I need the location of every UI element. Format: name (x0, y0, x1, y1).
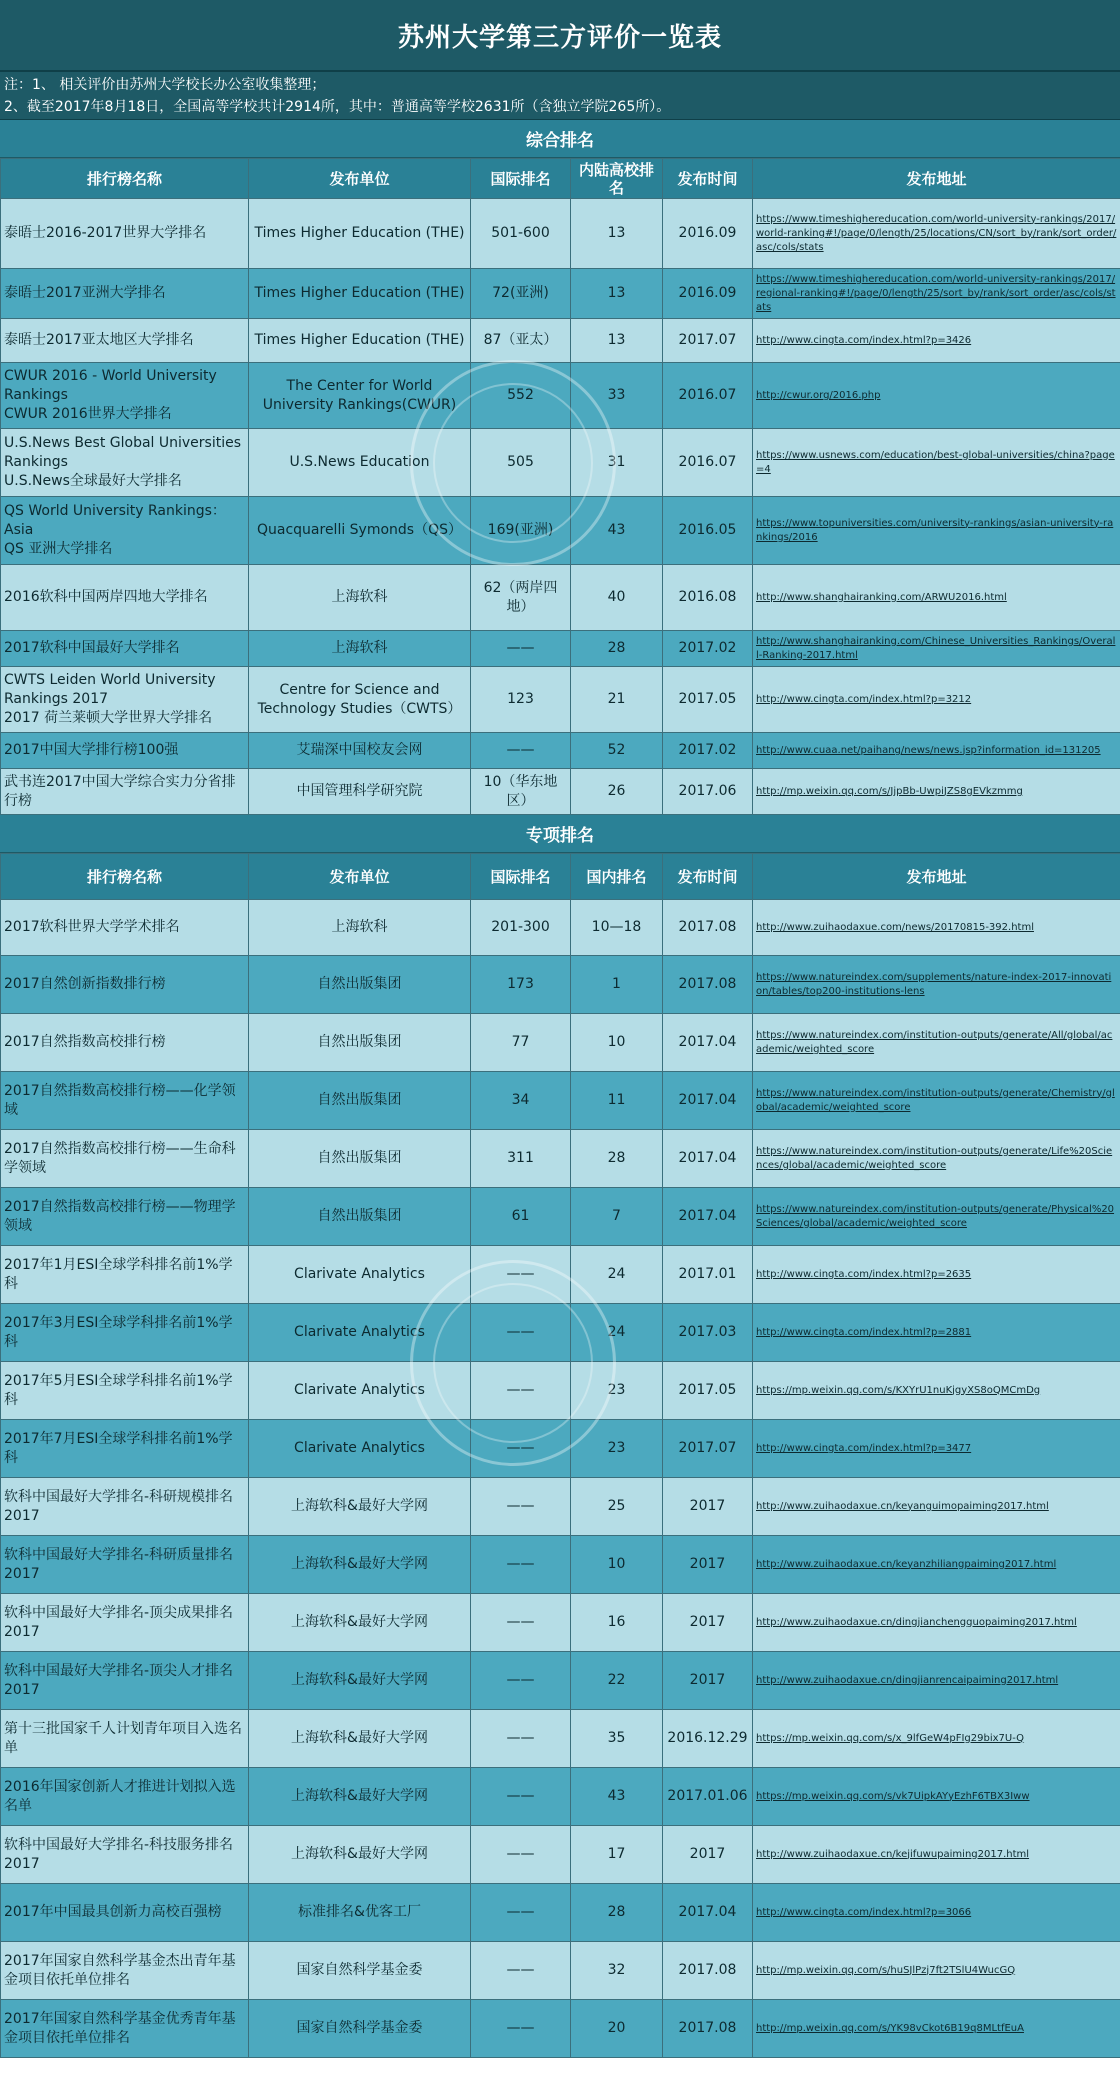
table-header-row (1, 854, 1120, 900)
ranking-name-cell: CWTS Leiden World University Rankings 2017 2017 荷兰莱顿大学世界大学排名 (1, 667, 249, 733)
date-cell: 2016.07 (663, 363, 753, 429)
date-cell: 2017 (663, 1652, 753, 1710)
intl-rank-cell: —— (471, 1768, 571, 1826)
domestic-rank-cell: 33 (571, 363, 663, 429)
date-cell: 2017.03 (663, 1304, 753, 1362)
publisher-cell: Clarivate Analytics (249, 1304, 471, 1362)
table-row (1, 1710, 1120, 1768)
publisher-cell: Times Higher Education (THE) (249, 319, 471, 363)
table-row (1, 1246, 1120, 1304)
intl-rank-cell: 501-600 (471, 199, 571, 269)
intl-rank-cell: 62（两岸四地） (471, 565, 571, 631)
table-row (1, 1362, 1120, 1420)
header-url: 发布地址 (753, 854, 1120, 900)
note-line-1: 注：1、 相关评价由苏州大学校长办公室收集整理； (4, 77, 326, 93)
ranking-name-cell: CWUR 2016 - World University Rankings CWUR 2016世界大学排名 (1, 363, 249, 429)
domestic-rank-cell: 26 (571, 769, 663, 815)
table-row (1, 769, 1120, 815)
table-row (1, 429, 1120, 497)
notes (0, 72, 1120, 120)
table-row (1, 1594, 1120, 1652)
intl-rank-cell: —— (471, 1884, 571, 1942)
domestic-rank-cell: 21 (571, 667, 663, 733)
url-link[interactable]: http://www.zuihaodaxue.cn/kejifuwupaiming2017.html (753, 1826, 1120, 1884)
section-title-overall: 综合排名 (0, 120, 1120, 158)
domestic-rank-cell: 52 (571, 733, 663, 769)
table-row (1, 363, 1120, 429)
domestic-rank-cell: 24 (571, 1304, 663, 1362)
table-row (1, 2000, 1120, 2058)
intl-rank-cell: 72(亚洲) (471, 269, 571, 319)
special-ranking-table (0, 853, 1120, 2058)
intl-rank-cell: 505 (471, 429, 571, 497)
publisher-cell: 自然出版集团 (249, 1014, 471, 1072)
url-link[interactable]: http://www.cingta.com/index.html?p=3066 (753, 1884, 1120, 1942)
url-link[interactable]: https://www.timeshighereducation.com/world-university-rankings/2017/world-ranking#!/page/0/length/25/locations/CN/sort_by/rank/sort_order/asc/cols/stats (753, 199, 1120, 269)
publisher-cell: Clarivate Analytics (249, 1362, 471, 1420)
date-cell: 2016.07 (663, 429, 753, 497)
domestic-rank-cell: 10 (571, 1536, 663, 1594)
url-link[interactable]: https://www.usnews.com/education/best-global-universities/china?page=4 (753, 429, 1120, 497)
publisher-cell: 上海软科&最好大学网 (249, 1826, 471, 1884)
intl-rank-cell: 61 (471, 1188, 571, 1246)
header-url: 发布地址 (753, 159, 1120, 199)
table-row (1, 956, 1120, 1014)
publisher-cell: 上海软科&最好大学网 (249, 1594, 471, 1652)
table-row (1, 1304, 1120, 1362)
table-row (1, 1826, 1120, 1884)
table-row (1, 1884, 1120, 1942)
url-link[interactable]: http://www.zuihaodaxue.cn/dingjianchengguopaiming2017.html (753, 1594, 1120, 1652)
date-cell: 2017.07 (663, 319, 753, 363)
domestic-rank-cell: 16 (571, 1594, 663, 1652)
ranking-name-cell: 2017自然指数高校排行榜——化学领域 (1, 1072, 249, 1130)
ranking-name-cell: 软科中国最好大学排名-科研质量排名2017 (1, 1536, 249, 1594)
header-name: 排行榜名称 (1, 159, 249, 199)
ranking-name-cell: 泰晤士2016-2017世界大学排名 (1, 199, 249, 269)
intl-rank-cell: —— (471, 1536, 571, 1594)
intl-rank-cell: —— (471, 1420, 571, 1478)
publisher-cell: 国家自然科学基金委 (249, 1942, 471, 2000)
publisher-cell: 上海软科&最好大学网 (249, 1478, 471, 1536)
date-cell: 2017.02 (663, 631, 753, 667)
header-date: 发布时间 (663, 854, 753, 900)
publisher-cell: 国家自然科学基金委 (249, 2000, 471, 2058)
domestic-rank-cell: 24 (571, 1246, 663, 1304)
ranking-name-cell: 2017年中国最具创新力高校百强榜 (1, 1884, 249, 1942)
publisher-cell: Times Higher Education (THE) (249, 199, 471, 269)
header-domestic-rank: 国内排名 (571, 854, 663, 900)
intl-rank-cell: —— (471, 1246, 571, 1304)
ranking-name-cell: 2017软科中国最好大学排名 (1, 631, 249, 667)
url-link[interactable]: http://mp.weixin.qq.com/s/YK98vCkot6B19q8MLtfEuA (753, 2000, 1120, 2058)
url-link[interactable]: http://www.shanghairanking.com/ARWU2016.html (753, 565, 1120, 631)
domestic-rank-cell: 13 (571, 319, 663, 363)
publisher-cell: 标准排名&优客工厂 (249, 1884, 471, 1942)
intl-rank-cell: 552 (471, 363, 571, 429)
date-cell: 2017.04 (663, 1884, 753, 1942)
date-cell: 2016.08 (663, 565, 753, 631)
intl-rank-cell: —— (471, 1826, 571, 1884)
intl-rank-cell: —— (471, 1304, 571, 1362)
url-link[interactable]: http://www.cingta.com/index.html?p=3426 (753, 319, 1120, 363)
intl-rank-cell: 10（华东地区） (471, 769, 571, 815)
url-link[interactable]: http://mp.weixin.qq.com/s/huSJlPzj7ft2TSlU4WucGQ (753, 1942, 1120, 2000)
intl-rank-cell: —— (471, 733, 571, 769)
domestic-rank-cell: 25 (571, 1478, 663, 1536)
date-cell: 2017.06 (663, 769, 753, 815)
url-link[interactable]: https://www.topuniversities.com/university-rankings/asian-university-rankings/2016 (753, 497, 1120, 565)
intl-rank-cell: 173 (471, 956, 571, 1014)
domestic-rank-cell: 40 (571, 565, 663, 631)
overall-ranking-table (0, 158, 1120, 815)
url-link[interactable]: http://www.cingta.com/index.html?p=2881 (753, 1304, 1120, 1362)
url-link[interactable]: http://www.cuaa.net/paihang/news/news.jsp?information_id=131205 (753, 733, 1120, 769)
url-link[interactable]: http://www.shanghairanking.com/Chinese_Universities_Rankings/Overall-Ranking-2017.html (753, 631, 1120, 667)
date-cell: 2017.05 (663, 1362, 753, 1420)
domestic-rank-cell: 43 (571, 1768, 663, 1826)
ranking-name-cell: QS World University Rankings：Asia QS 亚洲大学排名 (1, 497, 249, 565)
ranking-name-cell: 2017自然指数高校排行榜——物理学领域 (1, 1188, 249, 1246)
header-intl-rank: 国际排名 (471, 159, 571, 199)
header-date: 发布时间 (663, 159, 753, 199)
domestic-rank-cell: 7 (571, 1188, 663, 1246)
url-link[interactable]: http://www.cingta.com/index.html?p=3477 (753, 1420, 1120, 1478)
publisher-cell: Times Higher Education (THE) (249, 269, 471, 319)
ranking-name-cell: 软科中国最好大学排名-科研规模排名2017 (1, 1478, 249, 1536)
table-header-row (1, 159, 1120, 199)
publisher-cell: Clarivate Analytics (249, 1246, 471, 1304)
url-link[interactable]: https://mp.weixin.qq.com/s/KXYrU1nuKjgyXS8oQMCmDg (753, 1362, 1120, 1420)
ranking-name-cell: 软科中国最好大学排名-科技服务排名2017 (1, 1826, 249, 1884)
ranking-name-cell: U.S.News Best Global Universities Rankings U.S.News全球最好大学排名 (1, 429, 249, 497)
table-row (1, 667, 1120, 733)
domestic-rank-cell: 31 (571, 429, 663, 497)
publisher-cell: U.S.News Education (249, 429, 471, 497)
date-cell: 2017.04 (663, 1188, 753, 1246)
ranking-name-cell: 第十三批国家千人计划青年项目入选名单 (1, 1710, 249, 1768)
table-row (1, 269, 1120, 319)
date-cell: 2017 (663, 1536, 753, 1594)
domestic-rank-cell: 1 (571, 956, 663, 1014)
ranking-name-cell: 软科中国最好大学排名-顶尖人才排名2017 (1, 1652, 249, 1710)
publisher-cell: Quacquarelli Symonds（QS） (249, 497, 471, 565)
publisher-cell: 上海软科 (249, 900, 471, 956)
date-cell: 2017.01 (663, 1246, 753, 1304)
url-link[interactable]: https://www.natureindex.com/institution-outputs/generate/Physical%20Sciences/global/academic/weighted_score (753, 1188, 1120, 1246)
intl-rank-cell: —— (471, 1362, 571, 1420)
url-link[interactable]: http://www.cingta.com/index.html?p=3212 (753, 667, 1120, 733)
domestic-rank-cell: 43 (571, 497, 663, 565)
domestic-rank-cell: 13 (571, 199, 663, 269)
table-row (1, 1942, 1120, 2000)
ranking-name-cell: 2017年国家自然科学基金优秀青年基金项目依托单位排名 (1, 2000, 249, 2058)
ranking-name-cell: 2017年5月ESI全球学科排名前1%学科 (1, 1362, 249, 1420)
intl-rank-cell: —— (471, 631, 571, 667)
domestic-rank-cell: 35 (571, 1710, 663, 1768)
publisher-cell: 上海软科&最好大学网 (249, 1652, 471, 1710)
header-publisher: 发布单位 (249, 854, 471, 900)
table-row (1, 1014, 1120, 1072)
ranking-name-cell: 2017软科世界大学学术排名 (1, 900, 249, 956)
intl-rank-cell: 34 (471, 1072, 571, 1130)
url-link[interactable]: https://www.timeshighereducation.com/world-university-rankings/2017/regional-ranking#!/page/0/length/25/sort_by/rank/sort_order/asc/cols/stats (753, 269, 1120, 319)
url-link[interactable]: http://mp.weixin.qq.com/s/JjpBb-UwpiJZS8gEVkzmmg (753, 769, 1120, 815)
intl-rank-cell: 201-300 (471, 900, 571, 956)
domestic-rank-cell: 10—18 (571, 900, 663, 956)
date-cell: 2016.09 (663, 199, 753, 269)
header-intl-rank: 国际排名 (471, 854, 571, 900)
date-cell: 2016.12.29 (663, 1710, 753, 1768)
ranking-name-cell: 2016软科中国两岸四地大学排名 (1, 565, 249, 631)
ranking-name-cell: 武书连2017中国大学综合实力分省排行榜 (1, 769, 249, 815)
publisher-cell: 上海软科&最好大学网 (249, 1768, 471, 1826)
table-row (1, 900, 1120, 956)
intl-rank-cell: 123 (471, 667, 571, 733)
table-row (1, 199, 1120, 269)
domestic-rank-cell: 28 (571, 1130, 663, 1188)
date-cell: 2017.04 (663, 1130, 753, 1188)
date-cell: 2016.09 (663, 269, 753, 319)
table-row (1, 1536, 1120, 1594)
publisher-cell: 中国管理科学研究院 (249, 769, 471, 815)
ranking-name-cell: 软科中国最好大学排名-顶尖成果排名2017 (1, 1594, 249, 1652)
publisher-cell: 自然出版集团 (249, 1130, 471, 1188)
ranking-name-cell: 2017年3月ESI全球学科排名前1%学科 (1, 1304, 249, 1362)
publisher-cell: 上海软科 (249, 631, 471, 667)
table-row (1, 565, 1120, 631)
table-row (1, 631, 1120, 667)
intl-rank-cell: 77 (471, 1014, 571, 1072)
date-cell: 2017.08 (663, 2000, 753, 2058)
ranking-name-cell: 2017自然指数高校排行榜——生命科学领域 (1, 1130, 249, 1188)
section-title-special: 专项排名 (0, 815, 1120, 853)
domestic-rank-cell: 28 (571, 631, 663, 667)
date-cell: 2017 (663, 1826, 753, 1884)
date-cell: 2017.05 (663, 667, 753, 733)
url-link[interactable]: https://www.natureindex.com/supplements/nature-index-2017-innovation/tables/top200-institutions-lens (753, 956, 1120, 1014)
url-link[interactable]: http://www.zuihaodaxue.cn/dingjianrencaipaiming2017.html (753, 1652, 1120, 1710)
url-link[interactable]: http://cwur.org/2016.php (753, 363, 1120, 429)
table-row (1, 1478, 1120, 1536)
header-domestic-rank: 内陆高校排名 (571, 159, 663, 199)
domestic-rank-cell: 20 (571, 2000, 663, 2058)
publisher-cell: Clarivate Analytics (249, 1420, 471, 1478)
table-row (1, 1188, 1120, 1246)
url-link[interactable]: http://www.zuihaodaxue.cn/keyanguimopaiming2017.html (753, 1478, 1120, 1536)
publisher-cell: 自然出版集团 (249, 1188, 471, 1246)
intl-rank-cell: 169(亚洲) (471, 497, 571, 565)
ranking-name-cell: 2017年1月ESI全球学科排名前1%学科 (1, 1246, 249, 1304)
date-cell: 2017.04 (663, 1014, 753, 1072)
header-name: 排行榜名称 (1, 854, 249, 900)
ranking-name-cell: 2017中国大学排行榜100强 (1, 733, 249, 769)
date-cell: 2017 (663, 1478, 753, 1536)
publisher-cell: 自然出版集团 (249, 956, 471, 1014)
ranking-name-cell: 2017年7月ESI全球学科排名前1%学科 (1, 1420, 249, 1478)
header-publisher: 发布单位 (249, 159, 471, 199)
domestic-rank-cell: 32 (571, 1942, 663, 2000)
table-row (1, 1652, 1120, 1710)
url-link[interactable]: https://www.natureindex.com/institution-outputs/generate/Life%20Sciences/global/academic/weighted_score (753, 1130, 1120, 1188)
intl-rank-cell: 87（亚太） (471, 319, 571, 363)
ranking-name-cell: 2016年国家创新人才推进计划拟入选名单 (1, 1768, 249, 1826)
publisher-cell: 自然出版集团 (249, 1072, 471, 1130)
page-title: 苏州大学第三方评价一览表 (0, 0, 1120, 72)
date-cell: 2017.08 (663, 956, 753, 1014)
table-row (1, 733, 1120, 769)
intl-rank-cell: —— (471, 1594, 571, 1652)
date-cell: 2017.02 (663, 733, 753, 769)
note-line-2: 2、截至2017年8月18日，全国高等学校共计2914所，其中：普通高等学校2631所（含独立学院265所）。 (4, 99, 671, 115)
ranking-name-cell: 泰晤士2017亚洲大学排名 (1, 269, 249, 319)
url-link[interactable]: http://www.zuihaodaxue.cn/keyanzhiliangpaiming2017.html (753, 1536, 1120, 1594)
domestic-rank-cell: 23 (571, 1362, 663, 1420)
publisher-cell: 艾瑞深中国校友会网 (249, 733, 471, 769)
date-cell: 2017.01.06 (663, 1768, 753, 1826)
table-row (1, 319, 1120, 363)
publisher-cell: 上海软科&最好大学网 (249, 1710, 471, 1768)
intl-rank-cell: —— (471, 2000, 571, 2058)
url-link[interactable]: http://www.zuihaodaxue.com/news/20170815-392.html (753, 900, 1120, 956)
url-link[interactable]: https://www.natureindex.com/institution-outputs/generate/All/global/academic/weighted_score (753, 1014, 1120, 1072)
intl-rank-cell: —— (471, 1710, 571, 1768)
table-row (1, 1420, 1120, 1478)
ranking-name-cell: 2017年国家自然科学基金杰出青年基金项目依托单位排名 (1, 1942, 249, 2000)
date-cell: 2017.04 (663, 1072, 753, 1130)
domestic-rank-cell: 13 (571, 269, 663, 319)
url-link[interactable]: https://mp.weixin.qq.com/s/x_9lfGeW4pFIg29bix7U-Q (753, 1710, 1120, 1768)
table-row (1, 1130, 1120, 1188)
domestic-rank-cell: 17 (571, 1826, 663, 1884)
table-row (1, 1072, 1120, 1130)
date-cell: 2017.07 (663, 1420, 753, 1478)
url-link[interactable]: https://www.natureindex.com/institution-outputs/generate/Chemistry/global/academic/weighted_score (753, 1072, 1120, 1130)
date-cell: 2016.05 (663, 497, 753, 565)
domestic-rank-cell: 23 (571, 1420, 663, 1478)
publisher-cell: Centre for Science and Technology Studies（CWTS） (249, 667, 471, 733)
ranking-name-cell: 2017自然创新指数排行榜 (1, 956, 249, 1014)
intl-rank-cell: —— (471, 1652, 571, 1710)
publisher-cell: The Center for World University Rankings(CWUR) (249, 363, 471, 429)
publisher-cell: 上海软科&最好大学网 (249, 1536, 471, 1594)
table-row (1, 1768, 1120, 1826)
domestic-rank-cell: 22 (571, 1652, 663, 1710)
date-cell: 2017.08 (663, 900, 753, 956)
intl-rank-cell: 311 (471, 1130, 571, 1188)
url-link[interactable]: https://mp.weixin.qq.com/s/vk7UipkAYyEzhF6TBX3Iww (753, 1768, 1120, 1826)
date-cell: 2017.08 (663, 1942, 753, 2000)
date-cell: 2017 (663, 1594, 753, 1652)
intl-rank-cell: —— (471, 1942, 571, 2000)
url-link[interactable]: http://www.cingta.com/index.html?p=2635 (753, 1246, 1120, 1304)
ranking-name-cell: 泰晤士2017亚太地区大学排名 (1, 319, 249, 363)
domestic-rank-cell: 28 (571, 1884, 663, 1942)
table-row (1, 497, 1120, 565)
intl-rank-cell: —— (471, 1478, 571, 1536)
ranking-name-cell: 2017自然指数高校排行榜 (1, 1014, 249, 1072)
publisher-cell: 上海软科 (249, 565, 471, 631)
domestic-rank-cell: 10 (571, 1014, 663, 1072)
domestic-rank-cell: 11 (571, 1072, 663, 1130)
